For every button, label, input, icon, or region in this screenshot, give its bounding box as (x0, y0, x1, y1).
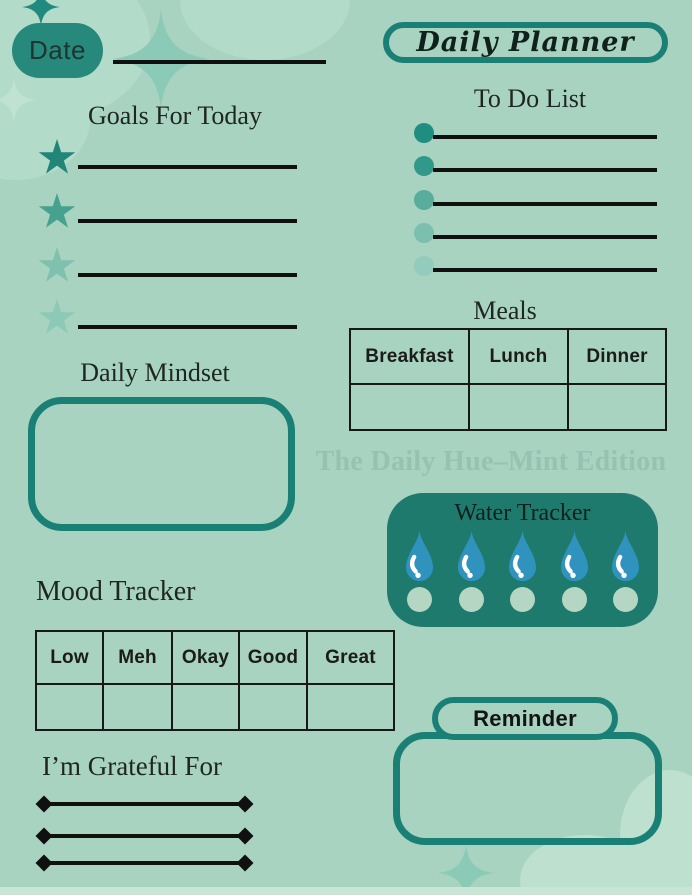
mindset-title: Daily Mindset (80, 358, 230, 387)
goal-row (0, 299, 320, 339)
water-drops-row (387, 528, 658, 584)
todo-row (0, 256, 260, 280)
bottom-edge-strip (0, 887, 692, 895)
date-label: Date (29, 35, 86, 65)
grateful-row (38, 829, 251, 842)
star-icon (38, 299, 76, 337)
todo-row (0, 223, 260, 247)
mood-header-great: Great (307, 631, 394, 684)
grateful-row (38, 856, 251, 869)
mindset-write-box[interactable] (28, 397, 295, 531)
meals-header-breakfast: Breakfast (350, 329, 469, 384)
goals-title: Goals For Today (88, 101, 262, 130)
grateful-write-line[interactable] (47, 861, 242, 865)
sparkle-icon (0, 78, 36, 122)
mood-header-good: Good (239, 631, 307, 684)
water-tracker-title: Water Tracker (454, 500, 591, 526)
mood-cell-low[interactable] (36, 684, 103, 730)
todo-write-line[interactable] (433, 268, 657, 272)
mood-header-okay: Okay (172, 631, 239, 684)
todo-write-line[interactable] (433, 235, 657, 239)
date-badge (12, 23, 103, 78)
mood-cell-good[interactable] (239, 684, 307, 730)
todo-write-line[interactable] (433, 168, 657, 172)
mood-cell-meh[interactable] (103, 684, 172, 730)
grateful-title: I’m Grateful For (42, 751, 222, 781)
grateful-write-line[interactable] (47, 802, 242, 806)
water-drop-icon (608, 528, 643, 584)
mood-header-low: Low (36, 631, 103, 684)
water-drop-icon (557, 528, 592, 584)
water-drop-icon (402, 528, 437, 584)
mood-cell-okay[interactable] (172, 684, 239, 730)
meals-table (349, 328, 667, 431)
meals-cell-lunch[interactable] (469, 384, 568, 430)
diamond-icon (237, 827, 254, 844)
todo-row (0, 123, 260, 147)
diamond-icon (36, 795, 53, 812)
water-check-row (387, 587, 658, 612)
todo-title: To Do List (473, 84, 587, 113)
meals-header-lunch: Lunch (469, 329, 568, 384)
water-check-circle[interactable] (407, 587, 432, 612)
diamond-icon (36, 854, 53, 871)
water-check-circle[interactable] (613, 587, 638, 612)
diamond-icon (237, 795, 254, 812)
reminder-write-box[interactable] (393, 732, 662, 845)
mood-title: Mood Tracker (36, 576, 196, 607)
diamond-icon (36, 827, 53, 844)
todo-write-line[interactable] (433, 202, 657, 206)
date-write-line[interactable] (113, 60, 326, 64)
diamond-icon (237, 854, 254, 871)
todo-row (0, 190, 260, 214)
todo-row (0, 156, 260, 180)
mood-cell-great[interactable] (307, 684, 394, 730)
bullet-dot-icon (414, 190, 434, 210)
bullet-dot-icon (414, 123, 434, 143)
meals-title: Meals (473, 296, 537, 325)
sparkle-icon (112, 10, 210, 108)
planner-title: Daily Planner (416, 27, 635, 58)
mood-header-meh: Meh (103, 631, 172, 684)
water-tracker-panel (387, 493, 658, 627)
goal-write-line[interactable] (78, 325, 297, 329)
edition-watermark: The Daily Hue–Mint Edition (315, 446, 667, 477)
planner-title-badge (383, 22, 668, 63)
meals-cell-breakfast[interactable] (350, 384, 469, 430)
water-check-circle[interactable] (562, 587, 587, 612)
todo-write-line[interactable] (433, 135, 657, 139)
reminder-title-badge (432, 697, 618, 740)
grateful-row (38, 797, 251, 810)
grateful-write-line[interactable] (47, 834, 242, 838)
water-drop-icon (505, 528, 540, 584)
water-drop-icon (454, 528, 489, 584)
bullet-dot-icon (414, 223, 434, 243)
water-check-circle[interactable] (510, 587, 535, 612)
meals-header-dinner: Dinner (568, 329, 666, 384)
reminder-title: Reminder (473, 705, 577, 731)
bullet-dot-icon (414, 156, 434, 176)
water-check-circle[interactable] (459, 587, 484, 612)
bullet-dot-icon (414, 256, 434, 276)
mood-table (35, 630, 395, 731)
meals-cell-dinner[interactable] (568, 384, 666, 430)
